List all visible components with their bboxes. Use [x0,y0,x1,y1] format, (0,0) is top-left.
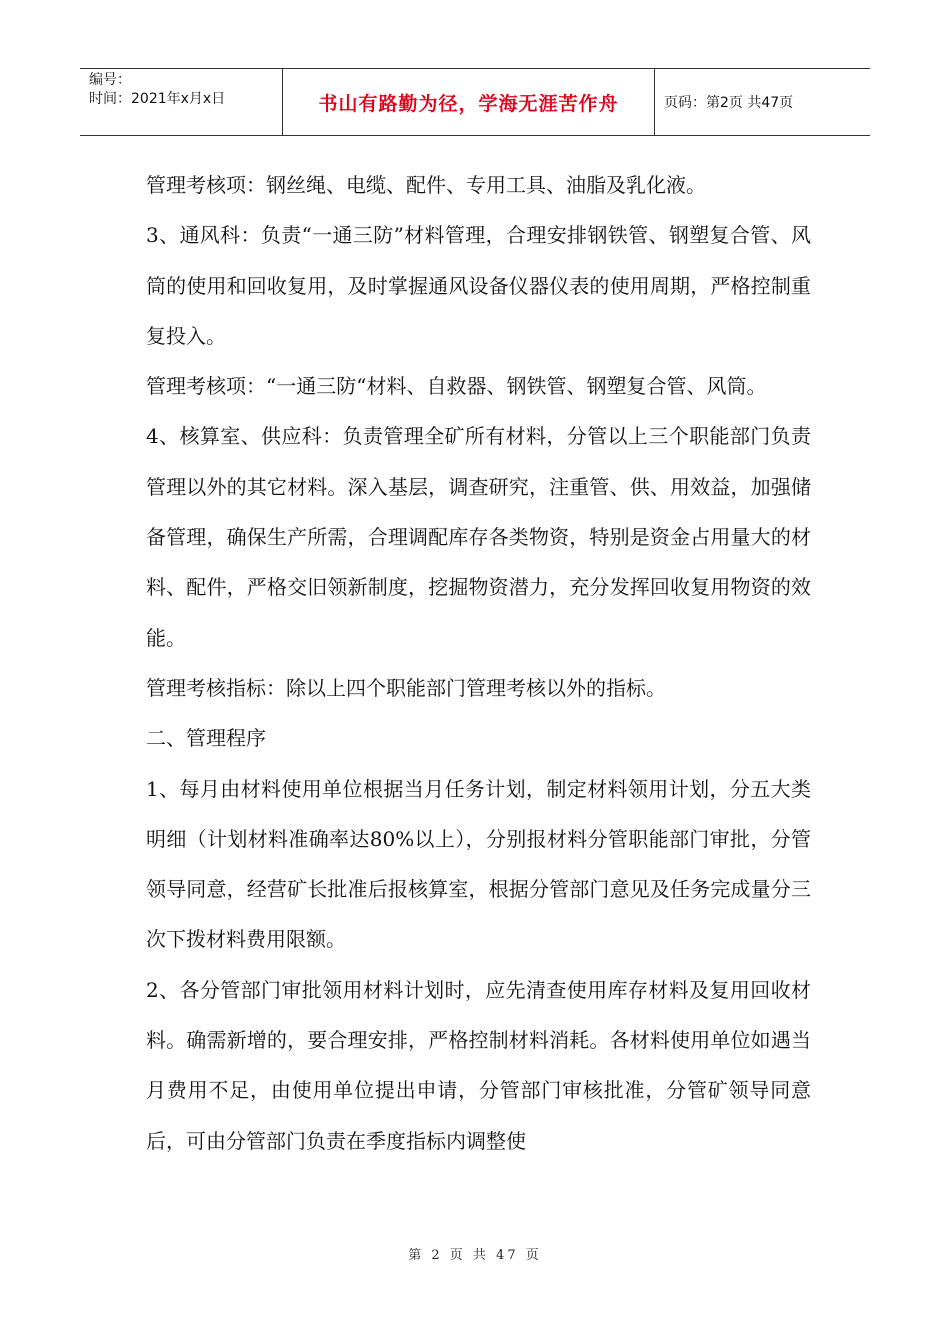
paragraph: 4、核算室、供应科：负责管理全矿所有材料，分管以上三个职能部门负责管理以外的其它材料。深入基层，调查研究，注重管、供、用效益，加强储备管理，确保生产所需，合理调配库存各类物资，特别是资金占用量大的材料、配件，严格交旧领新制度，挖掘物资潜力，充分发挥回收复用物资的效能。 [146,424,811,650]
header-meta-cell [80,69,283,135]
paragraph: 1、每月由材料使用单位根据当月任务计划，制定材料领用计划，分五大类明细（计划材料准确率达80%以上），分别报材料分管职能部门审批，分管领导同意，经营矿长批准后报核算室，根据分管部门意见及任务完成量分三次下拨材料费用限额。 [146,776,811,952]
document-time-label: 时间：2021年x月x日 [89,91,226,107]
paragraph: 管理考核指标：除以上四个职能部门管理考核以外的指标。 [146,675,666,700]
paragraph: 2、各分管部门审批领用材料计划时，应先清查使用库存材料及复用回收材料。确需新增的，要合理安排，严格控制材料消耗。各材料使用单位如遇当月费用不足，由使用单位提出申请，分管部门审核批准，分管矿领导同意后，可由分管部门负责在季度指标内调整使 [146,977,811,1153]
paragraph: 3、通风科：负责“一通三防”材料管理，合理安排钢铁管、钢塑复合管、风筒的使用和回收复用，及时掌握通风设备仪器仪表的使用周期，严格控制重复投入。 [146,223,811,348]
paragraph: 管理考核项：“一通三防“材料、自救器、钢铁管、钢塑复合管、风筒。 [146,374,767,399]
header-motto: 书山有路勤为径，学海无涯苦作舟 [283,69,655,135]
document-number-label: 编号： [89,72,131,88]
document-body [146,160,811,1166]
page-footer: 第 2 页 共 47 页 [408,1248,542,1263]
page-header [80,68,870,136]
section-heading: 二、管理程序 [146,726,266,751]
header-page-info: 页码：第2页 共47页 [664,95,794,111]
paragraph: 管理考核项：钢丝绳、电缆、配件、专用工具、油脂及乳化液。 [146,173,706,197]
